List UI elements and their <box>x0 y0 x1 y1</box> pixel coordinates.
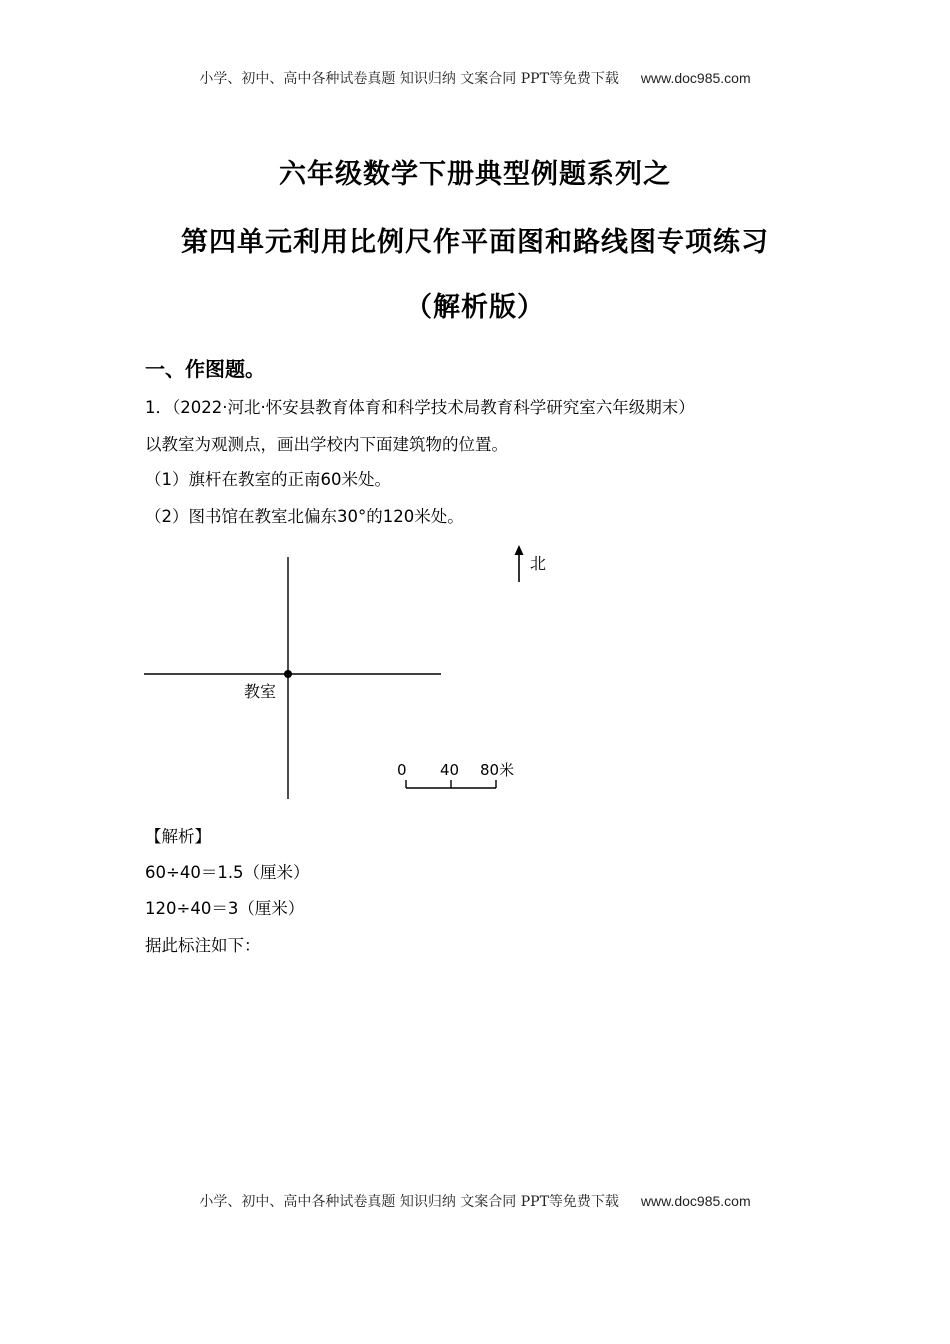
question-item-1: （1）旗杆在教室的正南60米处。 <box>145 470 391 489</box>
question-line-2: 以教室为观测点，画出学校内下面建筑物的位置。 <box>145 435 508 454</box>
header-text: 小学、初中、高中各种试卷真题 知识归纳 文案合同 PPT等免费下载 <box>199 71 619 87</box>
north-arrow-icon <box>515 545 524 555</box>
analysis-calc-1: 60÷40＝1.5（厘米） <box>145 863 310 882</box>
scale-tick-label-1: 40 <box>440 761 460 779</box>
north-label: 北 <box>530 554 547 573</box>
footer-url[interactable]: www.doc985.com <box>640 1193 751 1209</box>
scale-tick-label-0: 0 <box>397 761 407 779</box>
title-line-2: 第四单元利用比例尺作平面图和路线图专项练习 <box>181 227 769 258</box>
section-heading: 一、作图题。 <box>145 357 265 381</box>
question-line-1: 1．（2022·河北·怀安县教育体育和科学技术局教育科学研究室六年级期末） <box>145 398 695 417</box>
title-line-1: 六年级数学下册典型例题系列之 <box>279 159 671 190</box>
origin-point <box>284 670 292 678</box>
analysis-calc-2: 120÷40＝3（厘米） <box>145 899 305 918</box>
footer-text: 小学、初中、高中各种试卷真题 知识归纳 文案合同 PPT等免费下载 <box>199 1194 619 1210</box>
title-line-3: （解析版） <box>405 292 545 323</box>
scale-tick-label-2: 80米 <box>480 761 515 779</box>
header-url[interactable]: www.doc985.com <box>640 70 751 86</box>
page-footer <box>0 1191 950 1211</box>
analysis-heading: 【解析】 <box>145 827 211 846</box>
question-item-2: （2）图书馆在教室北偏东30°的120米处。 <box>145 507 464 526</box>
analysis-conclusion: 据此标注如下： <box>145 936 261 955</box>
origin-label: 教室 <box>244 682 277 701</box>
